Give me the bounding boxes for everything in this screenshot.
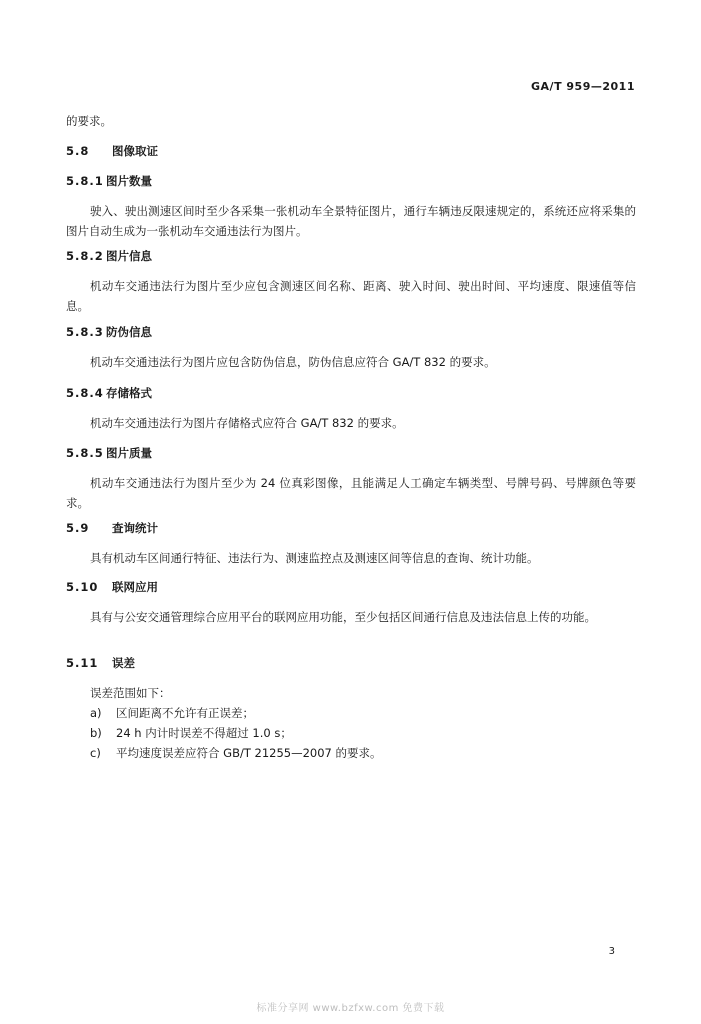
section-heading-5-8-5: [66, 443, 636, 463]
list-item-c: [90, 743, 382, 763]
page-number: 3: [608, 946, 615, 957]
section-heading-5-11: [66, 653, 636, 673]
paragraph-5-8-2: 机动车交通违法行为图片至少应包含测速区间名称、距离、驶入时间、驶出时间、平均速度、限速值等信息。: [66, 279, 636, 313]
section-title: 防伪信息: [106, 325, 152, 339]
section-number: 5.8.1: [66, 174, 104, 188]
list-marker: c): [90, 746, 101, 760]
watermark-text: 标准分享网 www.bzfxw.com 免费下载: [256, 1003, 445, 1014]
list-item-b: [90, 723, 292, 743]
list-text: 24 h 内计时误差不得超过 1.0 s；: [116, 726, 292, 740]
paragraph-continuation: 的要求。: [66, 114, 112, 128]
section-title: 图片质量: [106, 446, 152, 460]
list-text: 区间距离不允许有正误差；: [116, 706, 254, 720]
section-number: 5.11: [66, 656, 99, 670]
paragraph-5-11: 误差范围如下：: [90, 686, 171, 700]
section-number: 5.8.5: [66, 446, 104, 460]
section-title: 图片数量: [106, 174, 152, 188]
section-number: 5.8.2: [66, 249, 104, 263]
section-heading-5-8-1: [66, 171, 636, 191]
section-heading-5-10: [66, 577, 636, 597]
section-heading-5-8-4: [66, 383, 636, 403]
section-title: 联网应用: [112, 580, 158, 594]
section-number: 5.10: [66, 580, 99, 594]
section-heading-5-8-2: [66, 246, 636, 266]
section-title: 查询统计: [112, 521, 158, 535]
standard-code: GA/T 959—2011: [531, 80, 635, 93]
section-heading-5-8: [66, 141, 636, 161]
section-heading-5-9: [66, 518, 636, 538]
section-number: 5.9: [66, 521, 90, 535]
section-title: 图片信息: [106, 249, 152, 263]
section-number: 5.8: [66, 144, 90, 158]
section-heading-5-8-3: [66, 322, 636, 342]
paragraph-5-8-1: 驶入、驶出测速区间时至少各采集一张机动车全景特征图片，通行车辆违反限速规定的，系统还应将采集的图片自动生成为一张机动车交通违法行为图片。: [66, 204, 636, 238]
section-title: 图像取证: [112, 144, 158, 158]
paragraph-5-10: 具有与公安交通管理综合应用平台的联网应用功能，至少包括区间通行信息及违法信息上传的功能。: [90, 610, 596, 624]
paragraph-5-9: 具有机动车区间通行特征、违法行为、测速监控点及测速区间等信息的查询、统计功能。: [90, 551, 539, 565]
paragraph-5-8-3: 机动车交通违法行为图片应包含防伪信息，防伪信息应符合 GA/T 832 的要求。: [90, 355, 496, 369]
paragraph-5-8-5: 机动车交通违法行为图片至少为 24 位真彩图像，且能满足人工确定车辆类型、号牌号码、号牌颜色等要求。: [66, 476, 636, 510]
section-number: 5.8.4: [66, 386, 104, 400]
section-title: 误差: [112, 656, 135, 670]
section-number: 5.8.3: [66, 325, 104, 339]
paragraph-5-8-4: 机动车交通违法行为图片存储格式应符合 GA/T 832 的要求。: [90, 416, 404, 430]
section-title: 存储格式: [106, 386, 152, 400]
list-text: 平均速度误差应符合 GB/T 21255—2007 的要求。: [116, 746, 382, 760]
list-item-a: [90, 703, 254, 723]
list-marker: b): [90, 726, 102, 740]
list-marker: a): [90, 706, 102, 720]
